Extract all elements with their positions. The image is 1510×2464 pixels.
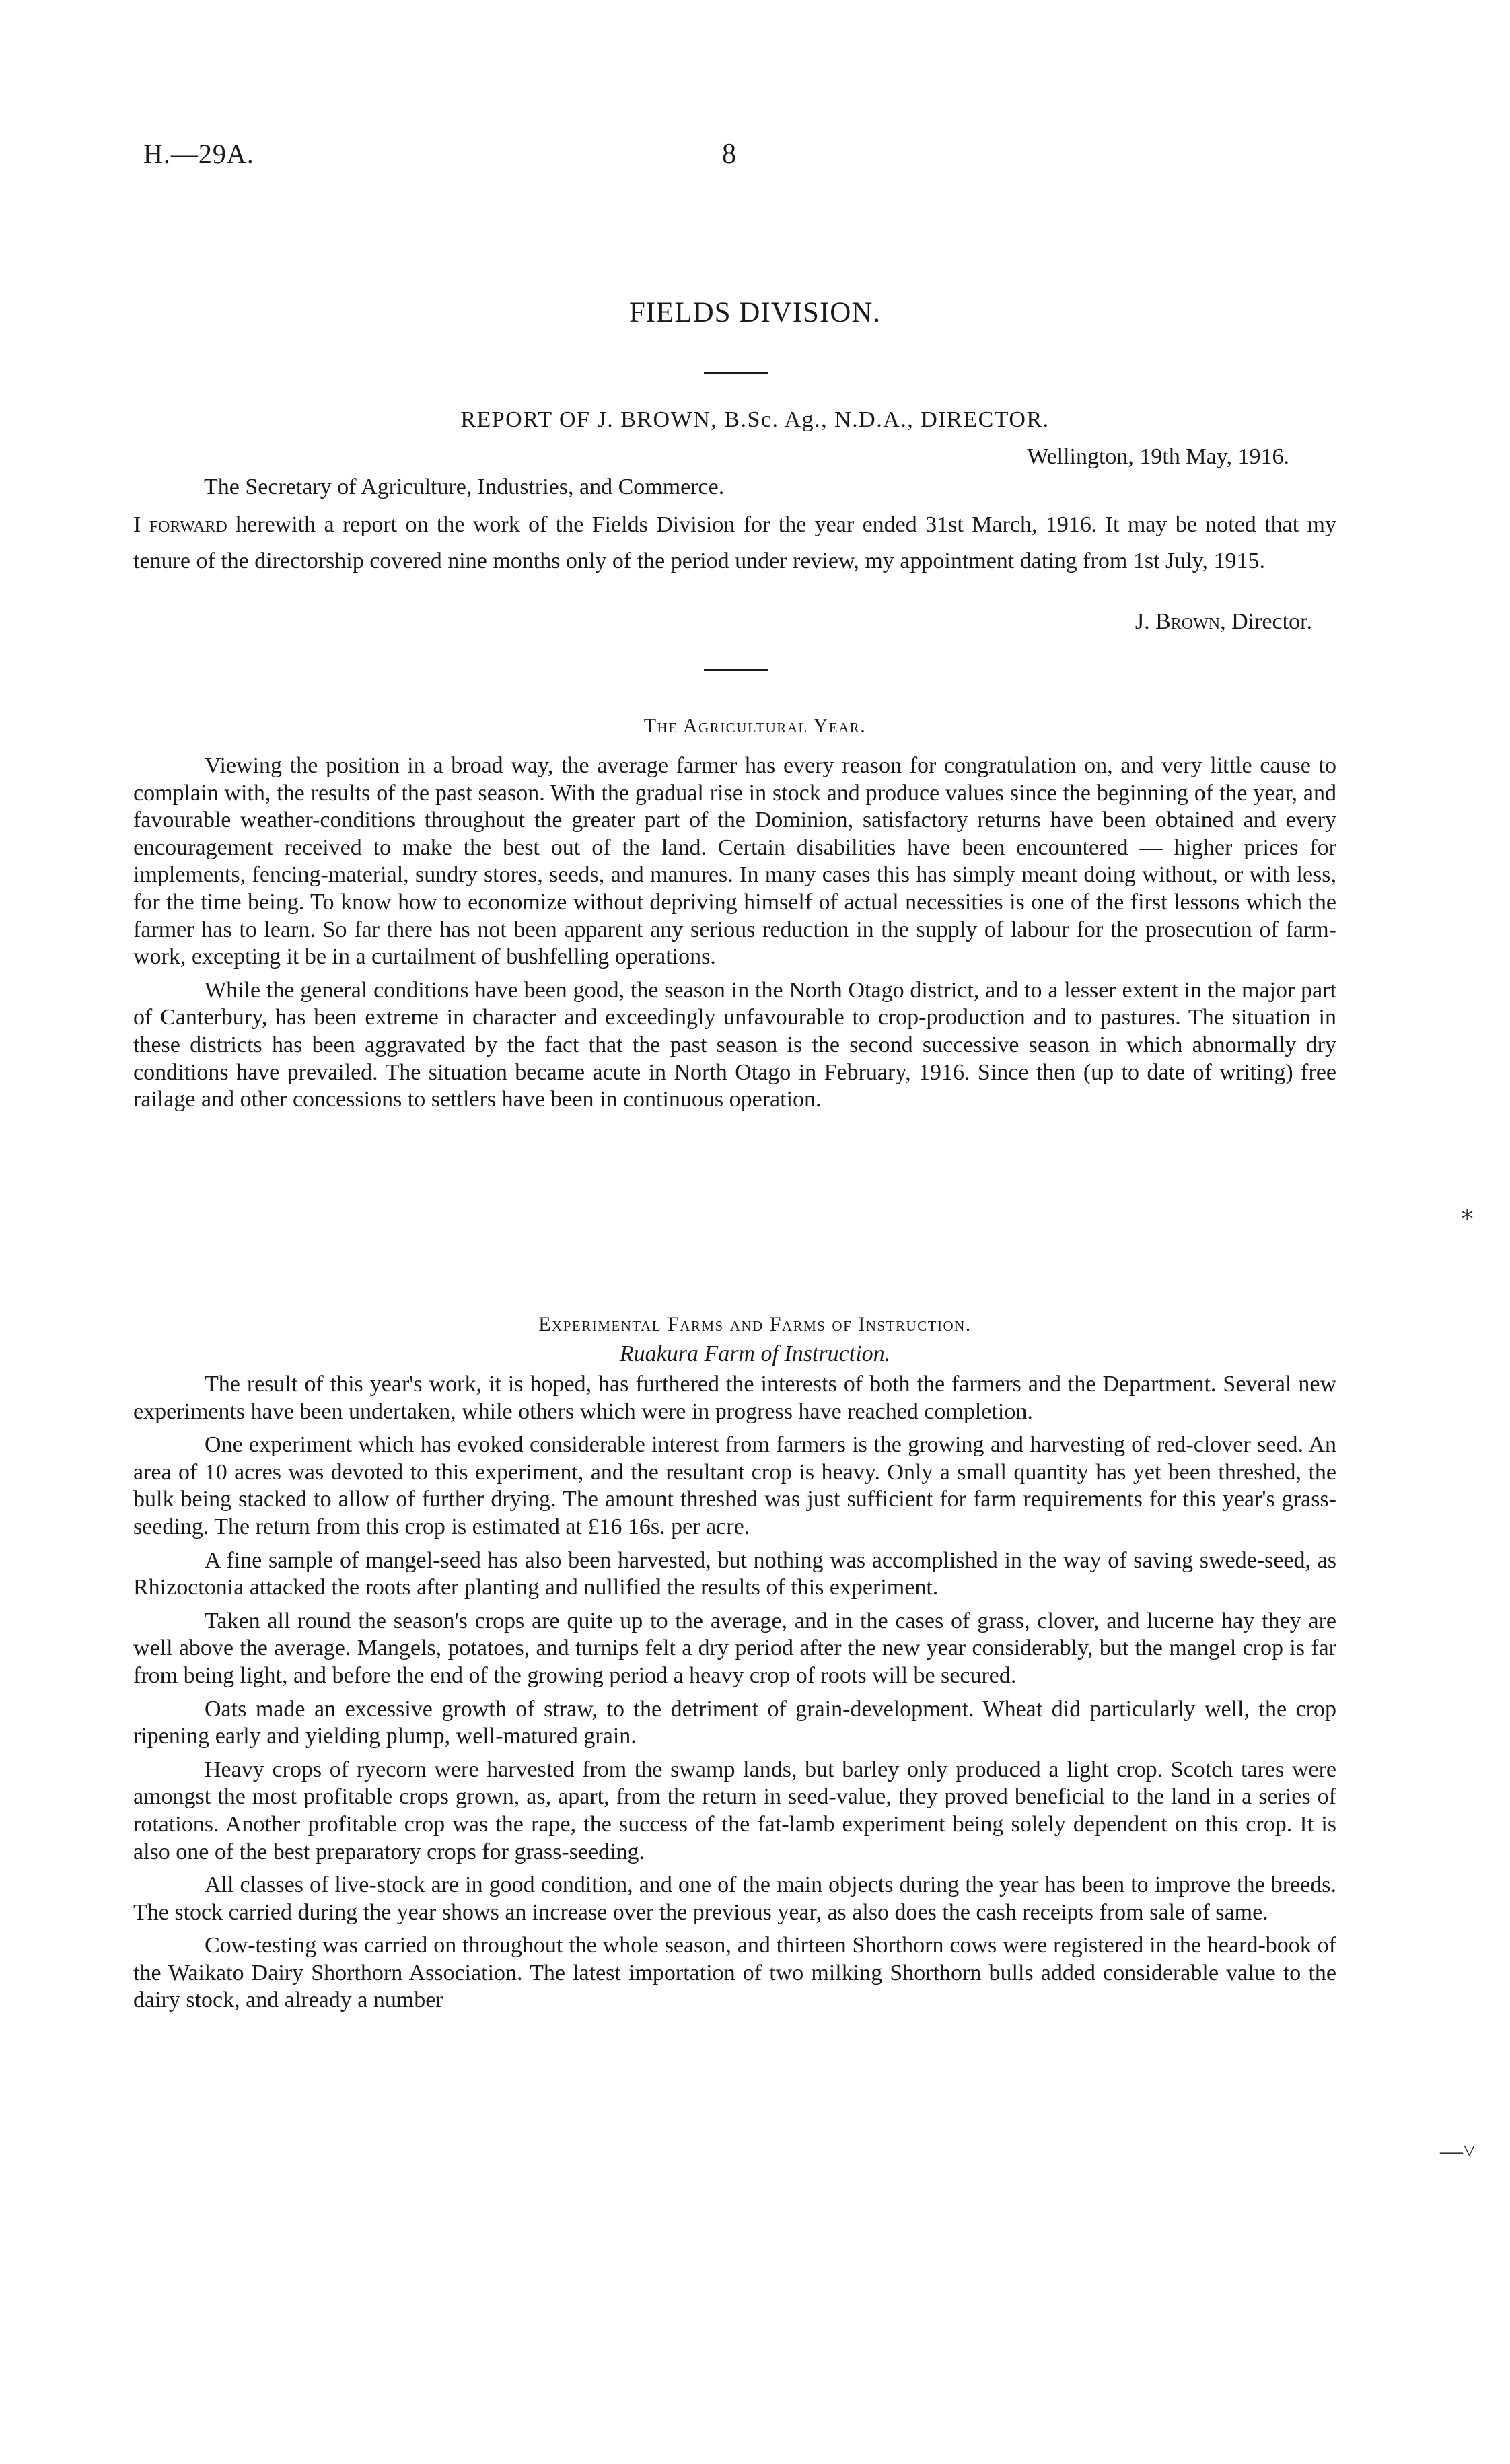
page-number: 8 bbox=[722, 139, 736, 170]
ruakura-farm-body bbox=[133, 1371, 1336, 2020]
signature-initial: J. bbox=[1135, 609, 1156, 634]
margin-mark-icon: ⁎ bbox=[1462, 1199, 1473, 1224]
paragraph: Heavy crops of ryecorn were harvested from the swamp lands, but barley only produced a light crop. Scotch tares were amongst the most profitable crops grown, as, apart, from the return in seed-value, they proved beneficial to the land in a series of rotations. Another profitable crop was the rape, the success of the fat-lamb experiment being solely dependent on this crop. It is also one of the best preparatory crops for grass-seeding. bbox=[133, 1757, 1336, 1864]
forwarding-letter-body: herewith a report on the work of the Fields Division for the year ended 31st March, 1916. It may be noted that my tenure of the directorship covered nine months only of the period under review, my appointment dating from 1st July, 1915. bbox=[133, 512, 1337, 573]
paragraph: The result of this year's work, it is hoped, has furthered the interests of both the farmers and the Department. Several new experiments have been undertaken, while others which were in progress have reached completion. bbox=[133, 1372, 1336, 1424]
paragraph: Viewing the position in a broad way, the average farmer has every reason for congratulation on, and very little cause to complain with, the results of the past season. With the gradual rise in stock and produce values since the beginning of the year, and favourable weather-conditions throughout the greater part of the Dominion, satisfactory returns have been obtained and every encouragement received to make the best out of the land. Certain disabilities have been encountered — higher prices for implements, fencing-material, sundry stores, seeds, and manures. In many cases this has simply meant doing without, or with less, for the time being. To know how to economize without depriving himself of actual necessities is one of the first lessons which the farmer has to learn. So far there has not been apparent any serious reduction in the supply of labour for the prosecution of farm-work, excepting it be in a curtailment of bushfelling operations. bbox=[133, 753, 1336, 970]
title-divider bbox=[704, 372, 768, 374]
subheading-ruakura-farm: Ruakura Farm of Instruction. bbox=[619, 1341, 891, 1366]
parliamentary-reference: H.—29A. bbox=[143, 139, 254, 169]
report-addressee: The Secretary of Agriculture, Industries, and Commerce. bbox=[204, 474, 725, 499]
forwarding-letter-opening: I forward bbox=[133, 512, 227, 537]
signature-name: Brown bbox=[1155, 609, 1221, 634]
paragraph: A fine sample of mangel-seed has also been harvested, but nothing was accomplished in the way of saving swede-seed, as Rhizoctonia attacked the roots after planting and nullified the results of this experiment. bbox=[133, 1547, 1336, 1600]
report-place-date: Wellington, 19th May, 1916. bbox=[1027, 444, 1289, 469]
page-title: FIELDS DIVISION. bbox=[628, 297, 882, 328]
paragraph: One experiment which has evoked considerable interest from farmers is the growing and harvesting of red-clover seed. An area of 10 acres was devoted to this experiment, and the resultant crop is heavy. Only a small quantity has yet been threshed, the bulk being stacked to allow of further drying. The amount threshed was just sufficient for farm requirements for this year's grass-seeding. The return from this crop is estimated at £16 16s. per acre. bbox=[133, 1432, 1336, 1539]
signature-title: , Director. bbox=[1220, 609, 1312, 634]
section-heading-agricultural-year: The Agricultural Year. bbox=[643, 715, 867, 737]
forwarding-letter bbox=[133, 507, 1336, 579]
report-heading: REPORT OF J. BROWN, B.Sc. Ag., N.D.A., DIRECTOR. bbox=[460, 407, 1050, 432]
section-heading-experimental-farms: Experimental Farms and Farms of Instruction. bbox=[538, 1313, 972, 1335]
margin-mark-icon: —˅ bbox=[1440, 2139, 1476, 2164]
paragraph: Cow-testing was carried on throughout the whole season, and thirteen Shorthorn cows were registered in the heard-book of the Waikato Dairy Shorthorn Association. The latest importation of two milking Shorthorn bulls added considerable value to the dairy stock, and already a number bbox=[133, 1933, 1336, 2013]
paragraph: Oats made an excessive growth of straw, to the detriment of grain-development. Wheat did particularly well, the crop ripening early and yielding plump, well-matured grain. bbox=[133, 1696, 1336, 1749]
agricultural-year-body bbox=[133, 752, 1336, 1120]
section-divider bbox=[704, 669, 768, 671]
paragraph: While the general conditions have been good, the season in the North Otago district, and to a lesser extent in the major part of Canterbury, has been extreme in character and exceedingly unfavourable to crop-production and to pastures. The situation in these districts has been aggravated by the fact that the past season is the second successive season in which abnormally dry conditions have prevailed. The situation became acute in North Otago in February, 1916. Since then (up to date of writing) free railage and other concessions to settlers have been in continuous operation. bbox=[133, 977, 1336, 1113]
paragraph: All classes of live-stock are in good condition, and one of the main objects during the year has been to improve the breeds. The stock carried during the year shows an increase over the previous year, as also does the cash receipts from sale of same. bbox=[133, 1872, 1336, 1925]
paragraph: Taken all round the season's crops are quite up to the average, and in the cases of grass, clover, and lucerne hay they are well above the average. Mangels, potatoes, and turnips felt a dry period after the new year considerably, but the mangel crop is far from being light, and before the end of the growing period a heavy crop of roots will be secured. bbox=[133, 1608, 1336, 1688]
signature bbox=[1135, 609, 1312, 635]
